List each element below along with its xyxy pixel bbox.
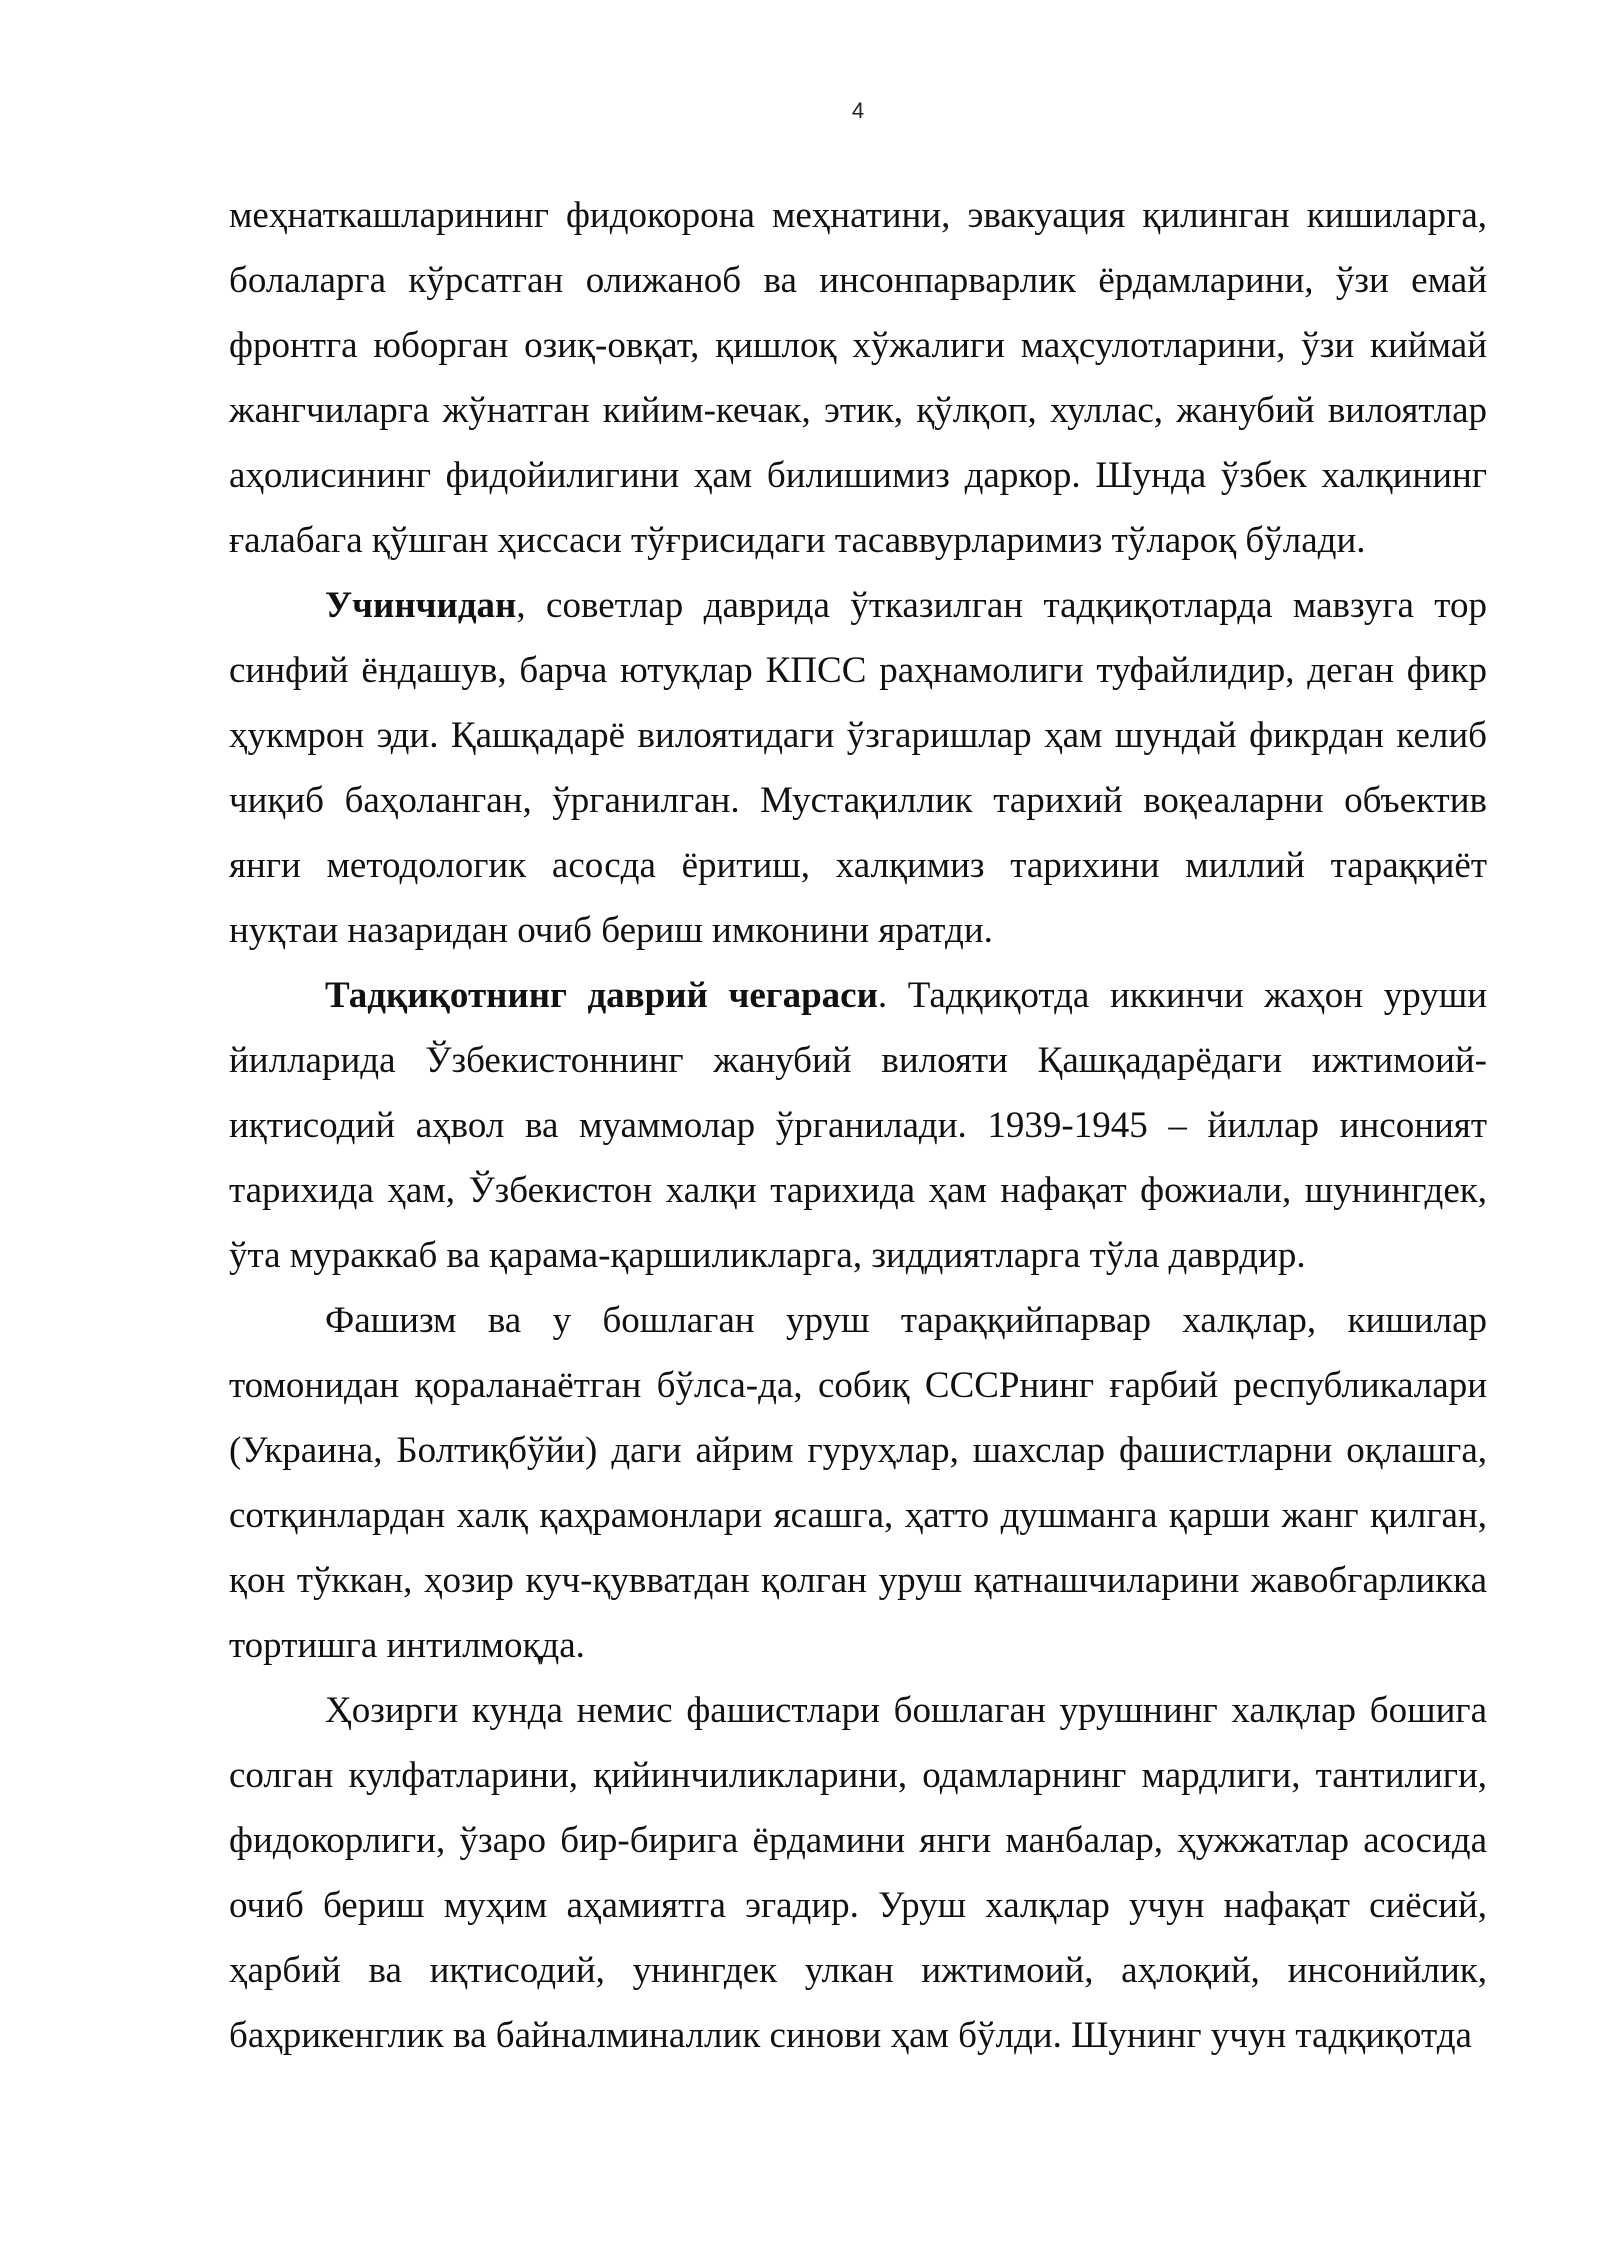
page-number: 4 bbox=[851, 98, 865, 123]
paragraph-2 bbox=[229, 573, 1487, 963]
paragraph-4-text: Фашизм ва у бошлаган уруш тараққийпарвар халқлар, кишилар томонидан қораланаётган бўлса-да, собиқ СССРнинг ғарбий республикалари (Украина, Болтиқбўйи) даги айрим гуруҳлар, шахслар фашистларни оқлашга, сотқинлардан халқ қаҳрамонлари ясашга, ҳатто душманга қарши жанг қилган, қон тўккан, ҳозир куч-қувватдан қолган уруш қатнашчиларини жавобгарликка тортишга интилмоқда. bbox=[229, 1300, 1487, 1666]
paragraph-5-text: Ҳозирги кунда немис фашистлари бошлаган урушнинг халқлар бошига солган кулфатларини, қийинчиликларини, одамларнинг мардлиги, тантилиги, фидокорлиги, ўзаро бир-бирига ёрдамини янги манбалар, ҳужжатлар асосида очиб бериш муҳим аҳамиятга эгадир. Уруш халқлар учун нафақат сиёсий, ҳарбий ва иқтисодий, унингдек улкан ижтимоий, аҳлоқий, инсонийлик, баҳрикенглик ва байналминаллик синови ҳам бўлди. Шунинг учун тадқиқотда bbox=[229, 1690, 1487, 2056]
paragraph-4 bbox=[229, 1288, 1487, 1678]
body-text bbox=[229, 183, 1487, 2068]
paragraph-3-text: . Тадқиқотда иккинчи жаҳон уруши йилларида Ўзбекистоннинг жанубий вилояти Қашқадарёдаги ижтимоий-иқтисодий аҳвол ва муаммолар ўрганилади. 1939-1945 – йиллар инсоният тарихида ҳам, Ўзбекистон халқи тарихида ҳам нафақат фожиали, шунингдек, ўта мураккаб ва қарама-қаршиликларга, зиддиятларга тўла даврдир. bbox=[229, 975, 1487, 1276]
paragraph-5 bbox=[229, 1678, 1487, 2068]
paragraph-3 bbox=[229, 963, 1487, 1288]
paragraph-2-lead: Учинчидан bbox=[325, 585, 517, 626]
paragraph-1-text: меҳнаткашларининг фидокорона меҳнатини, эвакуация қилинган кишиларга, болаларга кўрсатган олижаноб ва инсонпарварлик ёрдамларини, ўзи емай фронтга юборган озиқ-овқат, қишлоқ хўжалиги маҳсулотларини, ўзи киймай жангчиларга жўнатган кийим-кечак, этик, қўлқоп, хуллас, жанубий вилоятлар аҳолисининг фидойилигини ҳам билишимиз даркор. Шунда ўзбек халқининг ғалабага қўшган ҳиссаси тўғрисидаги тасаввурларимиз тўлароқ бўлади. bbox=[229, 195, 1487, 561]
paragraph-3-lead: Тадқиқотнинг даврий чегараси bbox=[325, 975, 878, 1016]
paragraph-2-text: , советлар даврида ўтказилган тадқиқотларда мавзуга тор синфий ёндашув, барча ютуқлар КПСС раҳнамолиги туфайлидир, деган фикр ҳукмрон эди. Қашқадарё вилоятидаги ўзгаришлар ҳам шундай фикрдан келиб чиқиб баҳоланган, ўрганилган. Мустақиллик тарихий воқеаларни объектив янги методологик асосда ёритиш, халқимиз тарихини миллий тараққиёт нуқтаи назаридан очиб бериш имконини яратди. bbox=[229, 585, 1487, 951]
paragraph-1 bbox=[229, 183, 1487, 573]
